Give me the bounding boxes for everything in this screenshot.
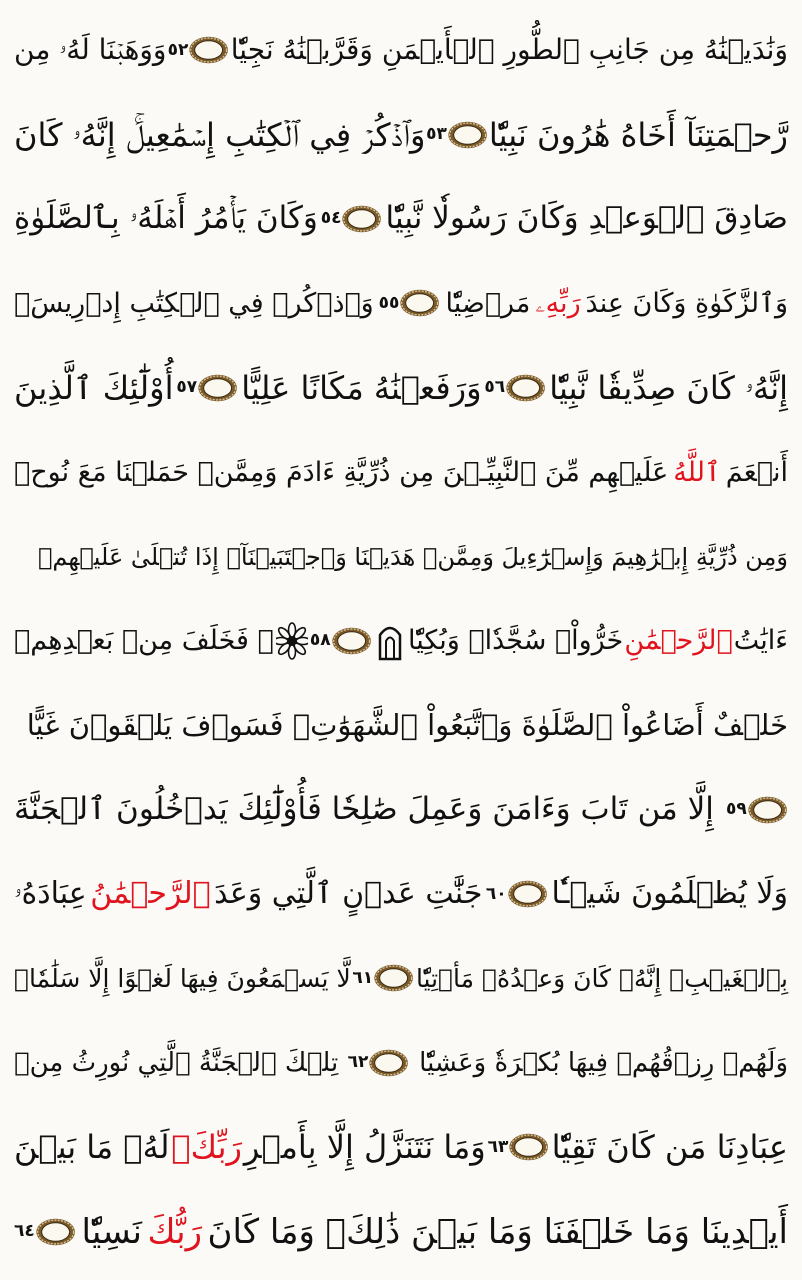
ayah-ornament-icon xyxy=(447,113,488,157)
text-line-12 xyxy=(14,936,788,1020)
ayah-number-marker xyxy=(310,619,372,663)
text-line-10 xyxy=(14,768,788,852)
text-line-6 xyxy=(14,430,788,514)
divine-name-text: ٱلرَّحۡمَٰنُ xyxy=(90,876,211,912)
verse-text: تِلۡكَ ٱلۡجَنَّةُ ٱلَّتِي نُورِثُ مِنۡ xyxy=(14,1047,339,1078)
ayah-ornament-icon xyxy=(508,1125,549,1169)
ayah-number-marker xyxy=(484,366,546,410)
text-line-2 xyxy=(14,92,788,176)
hizb-star-icon xyxy=(275,619,309,663)
ayah-number-marker xyxy=(379,281,441,325)
verse-text: ءَايَٰتُ xyxy=(733,625,788,657)
verse-text: وَرَفَعۡنَٰهُ مَكَانًا عَلِيًّا xyxy=(241,368,482,407)
ayah-ornament-icon xyxy=(399,281,440,325)
text-line-4 xyxy=(14,261,788,345)
verse-text: وَكَانَ يَأۡمُرُ أَهۡلَهُۥ بِٱلصَّلَوٰةِ xyxy=(14,200,318,237)
verse-text: وَمَا نَتَنَزَّلُ إِلَّا بِأَمۡرِ xyxy=(243,1128,486,1167)
verse-text: عَلَيۡهِم مِّنَ ٱلنَّبِيِّـۧنَ مِن ذُرِّيَّةِ ءَادَمَ وَمِمَّنۡ حَمَلۡنَا مَعَ نُوحٖ xyxy=(14,456,669,488)
ayah-number-marker xyxy=(486,872,548,916)
ayah-number: ٦٤ xyxy=(14,1221,35,1242)
verse-text: خَرُّواْۤ سُجَّدٗاۤ وَبُكِيّٗا xyxy=(407,625,624,657)
ayah-number-marker xyxy=(488,1125,550,1169)
verse-text: إِلَّا مَن تَابَ وَءَامَنَ وَعَمِلَ صَٰلِحٗا فَأُوْلَٰٓئِكَ يَدۡخُلُونَ ٱلۡجَنَّةَ xyxy=(14,791,714,828)
verse-text: خَلۡفٌ أَضَاعُواْ ٱلصَّلَوٰةَ وَٱتَّبَعُواْ ٱلشَّهَوَٰتِۖ فَسَوۡفَ يَلۡقَوۡنَ غَيًّا xyxy=(26,707,788,742)
sajda-icon xyxy=(373,619,407,663)
ayah-ornament-icon xyxy=(188,28,229,72)
ayah-ornament-icon xyxy=(368,1041,409,1085)
ayah-ornament-icon xyxy=(197,366,238,410)
divine-name-text: رَبُّكَ xyxy=(147,1211,203,1252)
ayah-number: ٥٧ xyxy=(176,377,198,398)
verse-text: لَهُۥ مَا بَيۡنَ xyxy=(14,1128,170,1167)
text-line-13 xyxy=(14,1021,788,1105)
divine-name-text: رَبِّكَۖ xyxy=(171,1128,242,1167)
ayah-number-marker xyxy=(321,197,383,241)
ayah-number: ٥٢ xyxy=(167,39,189,60)
verse-text: لَّا يَسۡمَعُونَ فِيهَا لَغۡوًا إِلَّا سَلَٰمٗاۖ xyxy=(14,963,351,993)
ayah-ornament-icon xyxy=(341,197,382,241)
verse-text: صَادِقَ ٱلۡوَعۡدِ وَكَانَ رَسُولٗا نَّبِيّٗا xyxy=(385,200,788,237)
verse-text: عِبَادَهُۥ xyxy=(14,876,87,912)
verse-text: وَٱلزَّكَوٰةِ وَكَانَ عِندَ xyxy=(585,287,788,319)
verse-text: نَسِيّٗا xyxy=(81,1211,142,1252)
ayah-number: ٦٣ xyxy=(487,1136,509,1157)
text-line-3 xyxy=(14,177,788,261)
ayah-ornament-icon xyxy=(35,1210,76,1254)
ayah-number: ٥٣ xyxy=(426,124,447,145)
ayah-ornament-icon xyxy=(507,872,548,916)
divine-name-text: ٱلرَّحۡمَٰنِ xyxy=(624,625,733,657)
text-line-11 xyxy=(14,852,788,936)
text-line-9 xyxy=(14,683,788,767)
verse-text: وَلَا يُظۡلَمُونَ شَيۡـٔٗا xyxy=(551,876,788,912)
verse-text: وَمِن ذُرِّيَّةِ إِبۡرَٰهِيمَ وَإِسۡرَٰٓءِيلَ وَمِمَّنۡ هَدَيۡنَا وَٱجۡتَبَيۡنَآۚ إِذَا تُتۡلَىٰ عَلَيۡهِمۡ xyxy=(37,542,788,571)
verse-text: وَلَهُمۡ رِزۡقُهُمۡ فِيهَا بُكۡرَةٗ وَعَشِيّٗا xyxy=(419,1047,788,1078)
verse-text: وَنَٰدَيۡنَٰهُ مِن جَانِبِ ٱلطُّورِ ٱلۡأَيۡمَنِ وَقَرَّبۡنَٰهُ نَجِيّٗا xyxy=(230,33,788,67)
verse-text: أَيۡدِينَا وَمَا خَلۡفَنَا وَمَا بَيۡنَ ذَٰلِكَۚ وَمَا كَانَ xyxy=(207,1211,788,1252)
verse-text: وَٱذۡكُرۡ فِي ٱلۡكِتَٰبِ إِسۡمَٰعِيلَۚ إِنَّهُۥ كَانَ xyxy=(14,115,426,154)
text-line-7 xyxy=(14,514,788,598)
verse-text: وَوَهَبۡنَا لَهُۥ مِن xyxy=(14,33,167,67)
ayah-number-marker xyxy=(426,113,488,157)
ayah-number-marker xyxy=(348,1041,410,1085)
ayah-number: ٦٠ xyxy=(485,883,507,904)
ayah-number: ٥٤ xyxy=(320,208,342,229)
ayah-number-marker xyxy=(352,956,414,1000)
text-line-8 xyxy=(14,599,788,683)
verse-text: بِٱلۡغَيۡبِۚ إِنَّهُۥ كَانَ وَعۡدُهُۥ مَأۡتِيّٗا xyxy=(415,963,788,993)
text-line-1 xyxy=(14,8,788,92)
ayah-number-marker xyxy=(726,788,788,832)
ayah-number-marker xyxy=(176,366,238,410)
verse-text: أُوْلَٰٓئِكَ ٱلَّذِينَ xyxy=(14,368,174,407)
text-line-14 xyxy=(14,1105,788,1189)
ayah-ornament-icon xyxy=(373,956,414,1000)
text-line-15 xyxy=(14,1189,788,1273)
ayah-number: ٦١ xyxy=(352,967,374,988)
divine-name-text: ٱللَّهُ xyxy=(673,456,721,488)
verse-text: إِنَّهُۥ كَانَ صِدِّيقٗا نَّبِيّٗا xyxy=(549,368,788,407)
verse-text: أَنۡعَمَ xyxy=(725,456,788,488)
ayah-number-marker xyxy=(14,1210,76,1254)
verse-text: مَرۡضِيّٗا xyxy=(445,287,531,319)
ayah-number-marker xyxy=(168,28,230,72)
ayah-ornament-icon xyxy=(331,619,372,663)
divine-name-text: رَبِّهِۦ xyxy=(535,287,581,319)
ayah-ornament-icon xyxy=(747,788,788,832)
verse-text: عِبَادِنَا مَن كَانَ تَقِيّٗا xyxy=(551,1128,788,1167)
ayah-number: ٥٩ xyxy=(726,799,747,820)
verse-text: جَنَّٰتِ عَدۡنٍ ٱلَّتِي وَعَدَ xyxy=(214,876,483,912)
text-line-5 xyxy=(14,346,788,430)
ayah-number: ٥٥ xyxy=(378,292,400,313)
ayah-number: ٥٨ xyxy=(309,630,331,651)
verse-text: ۞ فَخَلَفَ مِنۢ بَعۡدِهِمۡ xyxy=(14,625,274,657)
ayah-number: ٥٦ xyxy=(484,377,506,398)
verse-text: رَّحۡمَتِنَآ أَخَاهُ هَٰرُونَ نَبِيّٗا xyxy=(488,115,788,154)
verse-text: وَٱذۡكُرۡ فِي ٱلۡكِتَٰبِ إِدۡرِيسَۚ xyxy=(14,287,374,319)
ayah-ornament-icon xyxy=(505,366,546,410)
ayah-number: ٦٢ xyxy=(347,1052,369,1073)
